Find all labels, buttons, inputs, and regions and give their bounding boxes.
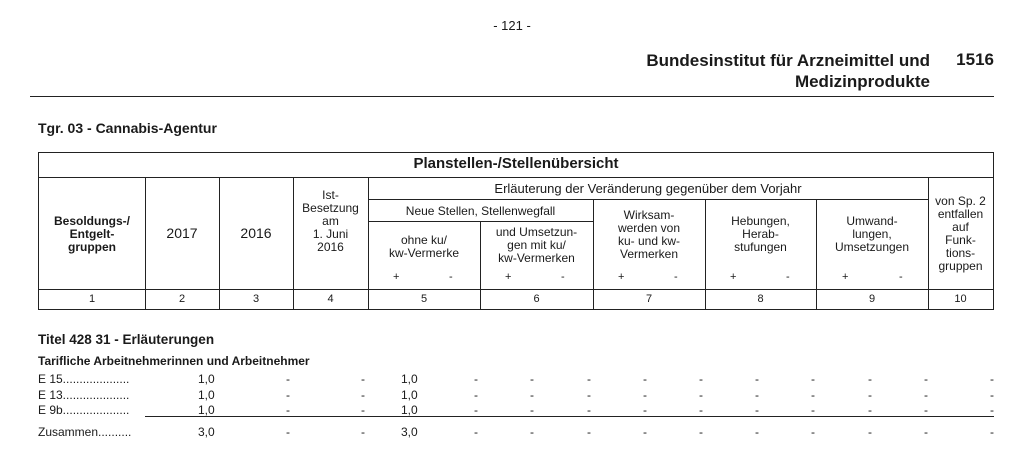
col-header-2017: 2017: [166, 225, 198, 241]
header-line: 2016: [317, 240, 344, 254]
divider: [368, 199, 928, 200]
value-colextra: -: [811, 425, 815, 439]
col-header-6: [480, 226, 593, 265]
divider: [39, 289, 993, 290]
header-line: stufungen: [734, 240, 787, 254]
header-line: und Umsetzun-: [495, 225, 578, 239]
value-col9: -: [643, 403, 647, 417]
value-colextra: -: [990, 403, 994, 417]
header-line: ohne ku/: [400, 233, 448, 247]
col-number: 5: [420, 293, 428, 305]
header-line: entfallen: [937, 207, 984, 221]
value-col5: 1,0: [401, 403, 418, 417]
header-line: kw-Vermerke: [388, 246, 459, 260]
value-colextra: -: [755, 425, 759, 439]
header-line: tions-: [945, 246, 976, 260]
value-colextra: -: [990, 388, 994, 402]
header-line: Umsetzungen: [834, 240, 910, 254]
header-line: gruppen: [938, 259, 983, 273]
col-header-9: [816, 215, 928, 254]
value-col10: -: [699, 403, 703, 417]
minus-marker: -: [674, 271, 678, 283]
value-col6: -: [474, 425, 478, 439]
value-col8: -: [587, 388, 591, 402]
header-line: Vermerken: [619, 247, 679, 261]
header-line: 1. Juni: [312, 227, 349, 241]
value-col9: -: [643, 425, 647, 439]
value-colextra: -: [924, 403, 928, 417]
header-divider: [30, 96, 994, 97]
value-colextra: -: [868, 403, 872, 417]
header-line: ku- und kw-: [617, 234, 681, 248]
header-line: gen mit ku/: [507, 238, 566, 252]
plus-marker: +: [842, 271, 849, 283]
col-number: 4: [327, 293, 334, 305]
minus-marker: -: [449, 271, 453, 283]
divider: [145, 177, 146, 309]
value-colextra: -: [924, 372, 928, 386]
value-2016: -: [286, 372, 290, 386]
header-line: werden von: [617, 221, 681, 235]
col-header-10: [928, 195, 993, 273]
plus-marker: +: [505, 271, 512, 283]
value-2017: 1,0: [198, 388, 215, 402]
col-number: 8: [757, 293, 764, 305]
col-header-new-positions: Neue Stellen, Stellenwegfall: [405, 204, 556, 218]
header-line: von Sp. 2: [935, 194, 986, 208]
table-row: [38, 388, 994, 403]
col-number: 6: [533, 293, 540, 305]
value-2017: 1,0: [198, 403, 215, 417]
value-col10: -: [699, 388, 703, 402]
divider: [219, 177, 220, 309]
header-line: Funk-: [945, 233, 976, 247]
value-actual: -: [361, 403, 365, 417]
value-colextra: -: [868, 388, 872, 402]
col-number: 1: [88, 293, 96, 305]
value-col7: -: [530, 425, 534, 439]
minus-marker: -: [561, 271, 565, 283]
value-col6: -: [474, 388, 478, 402]
institution-line-2: Medizinprodukte: [794, 72, 930, 91]
col-header-7: [593, 209, 705, 261]
col-header-8: [705, 215, 816, 254]
header-line: Besoldungs-/: [53, 214, 130, 228]
value-colextra: -: [755, 372, 759, 386]
col-header-actual: [293, 189, 368, 254]
value-colextra: -: [990, 372, 994, 386]
value-2016: -: [286, 388, 290, 402]
value-colextra: -: [990, 425, 994, 439]
header-line: Entgelt-: [69, 227, 115, 241]
value-col7: -: [530, 388, 534, 402]
header-line: auf: [952, 220, 969, 234]
value-col8: -: [587, 372, 591, 386]
value-colextra: -: [868, 372, 872, 386]
col-number: 7: [645, 293, 653, 305]
value-colextra: -: [924, 425, 928, 439]
subsection-title: Tarifliche Arbeitnehmerinnen und Arbeitnehmer: [38, 354, 310, 368]
value-actual: -: [361, 425, 365, 439]
header-line: Herab-: [742, 227, 779, 241]
header-line: Umwand-: [846, 214, 898, 228]
col-number: 9: [868, 293, 876, 305]
value-col10: -: [699, 425, 703, 439]
value-col6: -: [474, 403, 478, 417]
row-label: Zusammen..........: [38, 425, 132, 439]
institution-line-1: Bundesinstitut für Arzneimittel und: [646, 51, 930, 70]
divider: [39, 177, 993, 178]
header-line: gruppen: [68, 240, 116, 254]
value-colextra: -: [924, 388, 928, 402]
value-col5: 1,0: [401, 388, 418, 402]
header-line: lungen,: [852, 227, 892, 241]
col-header-5: [368, 234, 480, 260]
chapter-number: 1516: [956, 50, 994, 69]
value-col9: -: [643, 388, 647, 402]
value-2016: -: [286, 425, 290, 439]
value-col6: -: [474, 372, 478, 386]
section-title: Titel 428 31 - Erläuterungen: [38, 332, 215, 347]
value-col8: -: [587, 425, 591, 439]
group-title: Tgr. 03 - Cannabis-Agentur: [38, 120, 217, 136]
value-col7: -: [530, 403, 534, 417]
header-line: Wirksam-: [623, 208, 675, 222]
value-colextra: -: [811, 388, 815, 402]
table-row: [38, 372, 994, 387]
row-label: E 13....................: [38, 388, 130, 402]
value-colextra: -: [755, 388, 759, 402]
value-colextra: -: [811, 403, 815, 417]
value-2017: 3,0: [198, 425, 215, 439]
header-line: kw-Vermerken: [498, 251, 575, 265]
table-title: Planstellen-/Stellenübersicht: [413, 155, 619, 172]
minus-marker: -: [786, 271, 790, 283]
minus-marker: -: [899, 271, 903, 283]
position-overview-table: [38, 152, 994, 310]
value-2016: -: [286, 403, 290, 417]
plus-marker: +: [393, 271, 400, 283]
value-actual: -: [361, 388, 365, 402]
value-col10: -: [699, 372, 703, 386]
value-col9: -: [643, 372, 647, 386]
header-line: Hebungen,: [731, 214, 790, 228]
plus-marker: +: [618, 271, 625, 283]
col-header-grades: [39, 215, 145, 254]
sum-divider: [145, 416, 994, 417]
value-colextra: -: [868, 425, 872, 439]
value-colextra: -: [811, 372, 815, 386]
row-label: E 9b....................: [38, 403, 130, 417]
col-number: 3: [252, 293, 260, 305]
value-col5: 1,0: [401, 372, 418, 386]
table-row: [38, 425, 994, 440]
value-2017: 1,0: [198, 372, 215, 386]
value-col8: -: [587, 403, 591, 417]
row-label: E 15....................: [38, 372, 130, 386]
plus-marker: +: [730, 271, 737, 283]
col-header-2016: 2016: [240, 225, 272, 241]
col-number: 10: [954, 293, 967, 305]
col-number: 2: [178, 293, 186, 305]
value-actual: -: [361, 372, 365, 386]
page-number: - 121 -: [493, 18, 531, 33]
value-colextra: -: [755, 403, 759, 417]
institution-name: [646, 50, 930, 92]
header-line: Besetzung: [302, 201, 359, 215]
header-line: am: [322, 214, 339, 228]
header-line: Ist-: [322, 188, 339, 202]
col-header-explanation: Erläuterung der Veränderung gegenüber dem Vorjahr: [494, 181, 802, 196]
value-col5: 3,0: [401, 425, 418, 439]
value-col7: -: [530, 372, 534, 386]
